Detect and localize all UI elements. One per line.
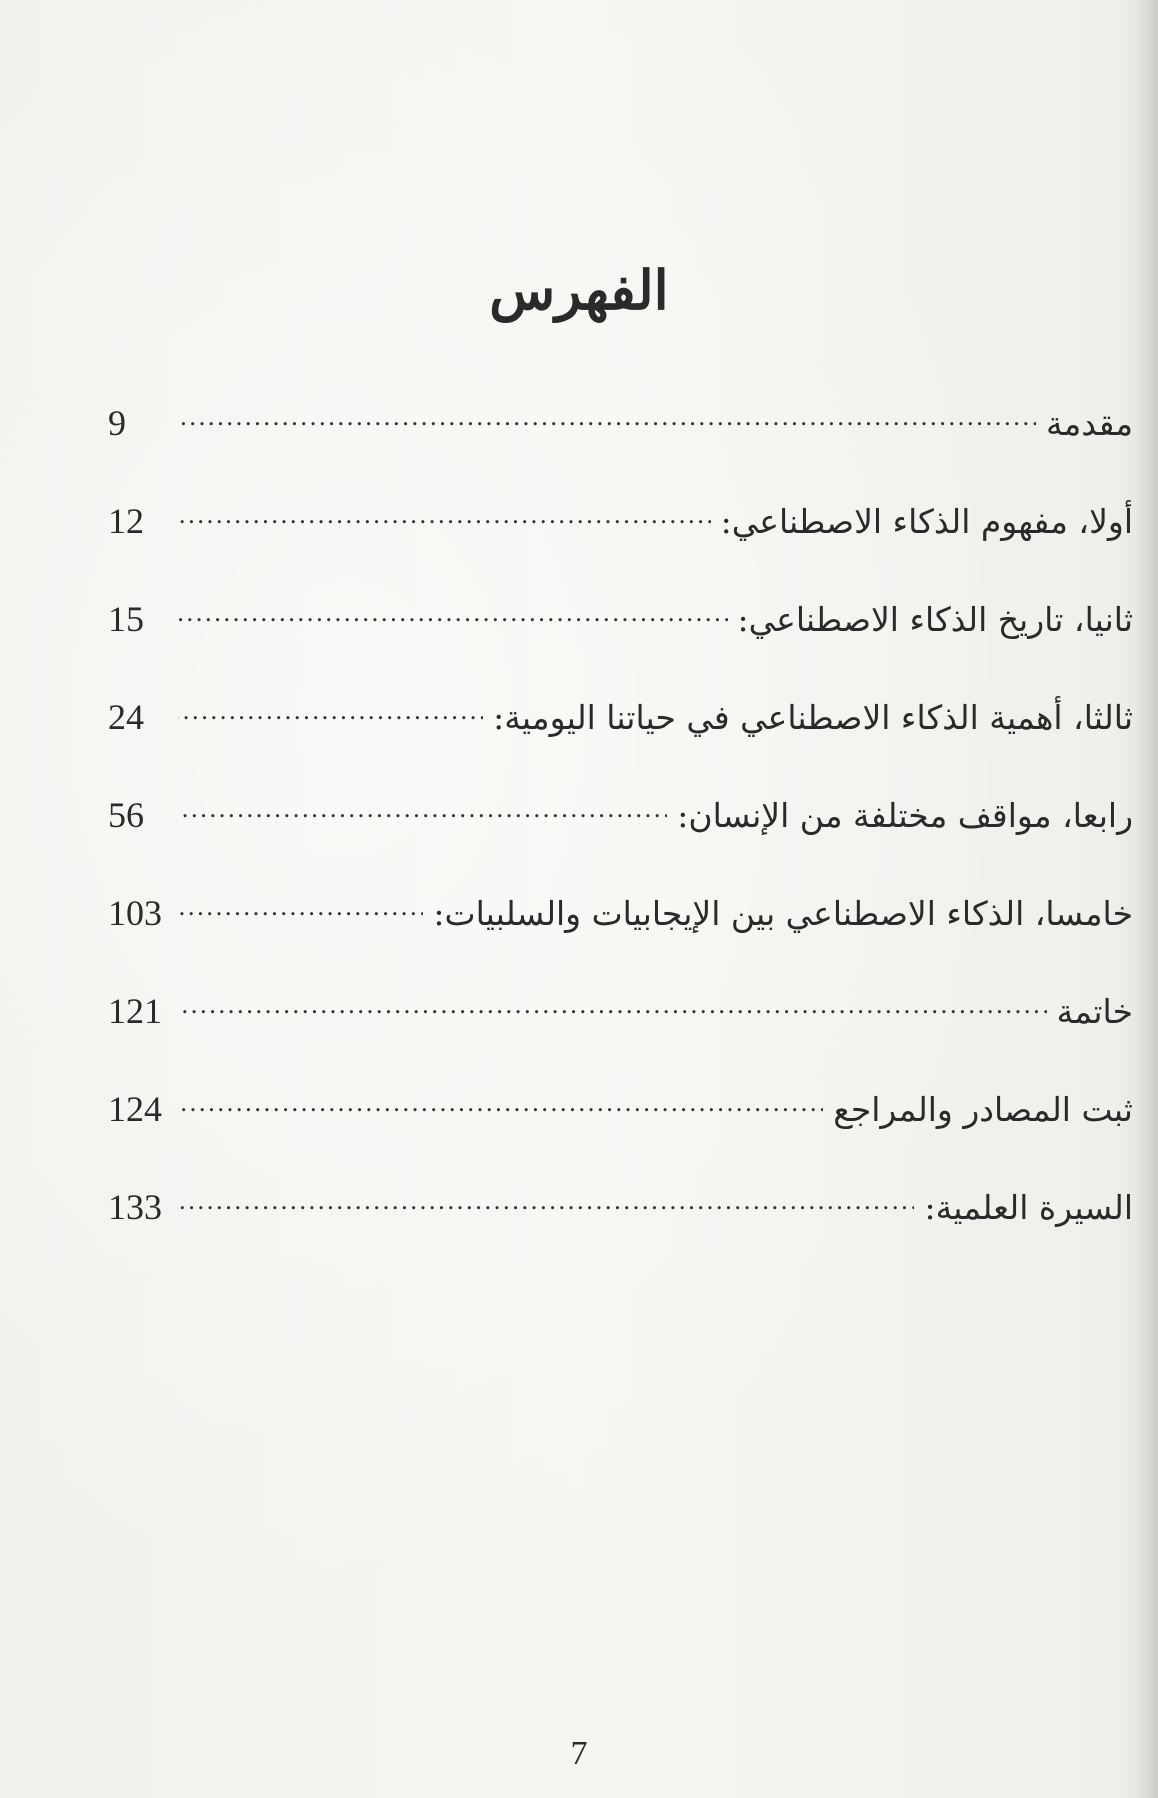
toc-dot-leader <box>178 983 1047 1023</box>
toc-dot-leader <box>178 787 667 827</box>
toc-entry-positions <box>108 787 1133 885</box>
toc-dot-leader <box>178 1081 823 1121</box>
toc-dot-leader <box>178 885 423 925</box>
page-title: الفهرس <box>489 258 669 323</box>
toc-entry-history <box>108 591 1133 689</box>
toc-entry-importance <box>108 689 1133 787</box>
toc-entry-page-number: 56 <box>108 794 144 835</box>
toc-entry-label: رابعا، مواقف مختلفة من الإنسان: <box>677 795 1133 835</box>
toc-dot-leader <box>178 591 728 631</box>
toc-entry-label: خاتمة <box>1056 991 1133 1031</box>
toc-dot-leader <box>178 493 711 533</box>
table-of-contents <box>108 395 1133 1277</box>
toc-entry-label: أولا، مفهوم الذكاء الاصطناعي: <box>720 501 1133 541</box>
toc-dot-leader <box>178 395 1036 435</box>
toc-entry-label: السيرة العلمية: <box>924 1187 1133 1227</box>
toc-dot-leader <box>178 1179 914 1219</box>
page-number: 7 <box>570 1735 588 1772</box>
toc-entry-page-number: 15 <box>108 598 144 639</box>
toc-entry-label: خامسا، الذكاء الاصطناعي بين الإيجابيات والسلبيات: <box>433 893 1133 933</box>
toc-entry-label: ثانيا، تاريخ الذكاء الاصطناعي: <box>737 599 1133 639</box>
toc-dot-leader <box>178 689 483 729</box>
toc-entry-label: مقدمة <box>1045 403 1133 443</box>
toc-entry-page-number: 121 <box>108 990 162 1031</box>
toc-entry-concept <box>108 493 1133 591</box>
toc-entry-conclusion <box>108 983 1133 1081</box>
toc-entry-page-number: 12 <box>108 500 144 541</box>
toc-entry-page-number: 103 <box>108 892 162 933</box>
toc-entry-label: ثالثا، أهمية الذكاء الاصطناعي في حياتنا اليومية: <box>493 697 1133 737</box>
toc-entry-biography <box>108 1179 1133 1277</box>
toc-entry-page-number: 9 <box>108 402 126 443</box>
toc-entry-page-number: 133 <box>108 1186 162 1227</box>
toc-entry-references <box>108 1081 1133 1179</box>
toc-entry-introduction <box>108 395 1133 493</box>
toc-entry-page-number: 124 <box>108 1088 162 1129</box>
toc-entry-label: ثبت المصادر والمراجع <box>833 1089 1133 1129</box>
toc-entry-page-number: 24 <box>108 696 144 737</box>
toc-entry-pros-cons <box>108 885 1133 983</box>
